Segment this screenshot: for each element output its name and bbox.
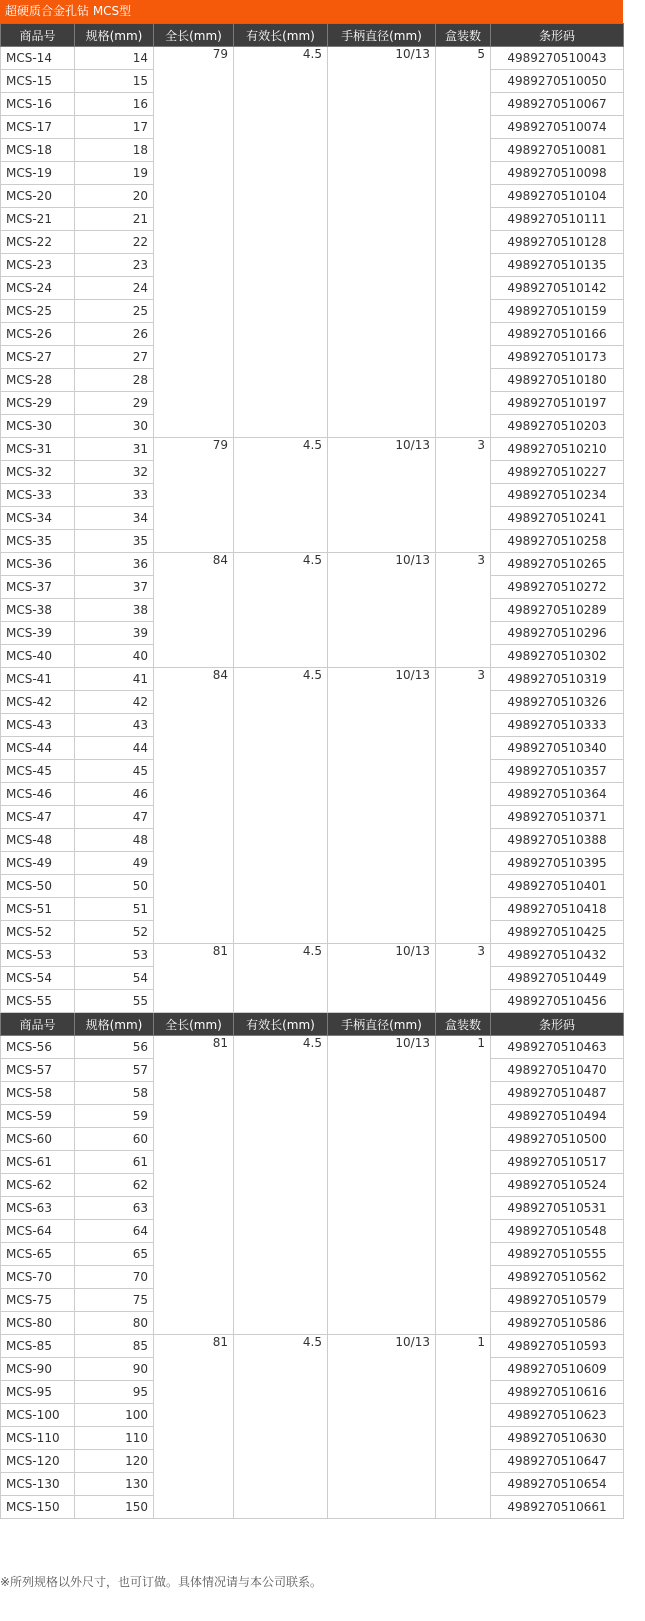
product-no-cell: MCS-46: [1, 783, 75, 806]
size-cell: 38: [75, 599, 154, 622]
overall-length-cell: 81: [154, 944, 234, 1013]
product-no-cell: MCS-25: [1, 300, 75, 323]
product-no-cell: MCS-24: [1, 277, 75, 300]
product-no-cell: MCS-75: [1, 1289, 75, 1312]
header-box-qty: 盒装数: [436, 24, 491, 47]
box-qty-cell: 1: [436, 1036, 491, 1335]
product-no-cell: MCS-38: [1, 599, 75, 622]
barcode-cell: 4989270510098: [491, 162, 624, 185]
size-cell: 100: [75, 1404, 154, 1427]
product-no-cell: MCS-30: [1, 415, 75, 438]
size-cell: 55: [75, 990, 154, 1013]
barcode-cell: 4989270510166: [491, 323, 624, 346]
product-no-cell: MCS-51: [1, 898, 75, 921]
size-cell: 18: [75, 139, 154, 162]
product-no-cell: MCS-35: [1, 530, 75, 553]
product-no-cell: MCS-95: [1, 1381, 75, 1404]
barcode-cell: 4989270510470: [491, 1059, 624, 1082]
barcode-cell: 4989270510043: [491, 47, 624, 70]
product-no-cell: MCS-45: [1, 760, 75, 783]
product-no-cell: MCS-58: [1, 1082, 75, 1105]
size-cell: 65: [75, 1243, 154, 1266]
product-no-cell: MCS-39: [1, 622, 75, 645]
size-cell: 30: [75, 415, 154, 438]
header-effective-length: 有效长(mm): [234, 1013, 328, 1036]
size-cell: 42: [75, 691, 154, 714]
product-no-cell: MCS-52: [1, 921, 75, 944]
barcode-cell: 4989270510289: [491, 599, 624, 622]
barcode-cell: 4989270510531: [491, 1197, 624, 1220]
product-no-cell: MCS-21: [1, 208, 75, 231]
size-cell: 45: [75, 760, 154, 783]
effective-length-cell: 4.5: [234, 668, 328, 944]
barcode-cell: 4989270510173: [491, 346, 624, 369]
barcode-cell: 4989270510401: [491, 875, 624, 898]
size-cell: 95: [75, 1381, 154, 1404]
size-cell: 130: [75, 1473, 154, 1496]
barcode-cell: 4989270510555: [491, 1243, 624, 1266]
barcode-cell: 4989270510050: [491, 70, 624, 93]
header-row: [1, 24, 624, 47]
product-no-cell: MCS-120: [1, 1450, 75, 1473]
size-cell: 61: [75, 1151, 154, 1174]
size-cell: 46: [75, 783, 154, 806]
product-no-cell: MCS-61: [1, 1151, 75, 1174]
overall-length-cell: 79: [154, 438, 234, 553]
table-row: [1, 1036, 624, 1059]
header-size: 规格(mm): [75, 1013, 154, 1036]
product-no-cell: MCS-31: [1, 438, 75, 461]
overall-length-cell: 81: [154, 1335, 234, 1519]
shank-diameter-cell: 10/13: [328, 438, 436, 553]
size-cell: 59: [75, 1105, 154, 1128]
size-cell: 15: [75, 70, 154, 93]
header-overall-length: 全长(mm): [154, 24, 234, 47]
size-cell: 53: [75, 944, 154, 967]
size-cell: 47: [75, 806, 154, 829]
size-cell: 110: [75, 1427, 154, 1450]
size-cell: 40: [75, 645, 154, 668]
size-cell: 36: [75, 553, 154, 576]
barcode-cell: 4989270510432: [491, 944, 624, 967]
overall-length-cell: 84: [154, 553, 234, 668]
product-no-cell: MCS-36: [1, 553, 75, 576]
size-cell: 120: [75, 1450, 154, 1473]
barcode-cell: 4989270510494: [491, 1105, 624, 1128]
size-cell: 20: [75, 185, 154, 208]
box-qty-cell: 3: [436, 553, 491, 668]
barcode-cell: 4989270510227: [491, 461, 624, 484]
barcode-cell: 4989270510418: [491, 898, 624, 921]
product-no-cell: MCS-29: [1, 392, 75, 415]
header-box-qty: 盒装数: [436, 1013, 491, 1036]
barcode-cell: 4989270510111: [491, 208, 624, 231]
size-cell: 29: [75, 392, 154, 415]
size-cell: 70: [75, 1266, 154, 1289]
size-cell: 16: [75, 93, 154, 116]
product-no-cell: MCS-42: [1, 691, 75, 714]
size-cell: 62: [75, 1174, 154, 1197]
barcode-cell: 4989270510395: [491, 852, 624, 875]
barcode-cell: 4989270510456: [491, 990, 624, 1013]
header-size: 规格(mm): [75, 24, 154, 47]
product-no-cell: MCS-41: [1, 668, 75, 691]
product-no-cell: MCS-55: [1, 990, 75, 1013]
product-no-cell: MCS-26: [1, 323, 75, 346]
barcode-cell: 4989270510067: [491, 93, 624, 116]
spec-table: [0, 23, 624, 1519]
table-row: [1, 944, 624, 967]
effective-length-cell: 4.5: [234, 438, 328, 553]
size-cell: 48: [75, 829, 154, 852]
size-cell: 57: [75, 1059, 154, 1082]
product-no-cell: MCS-32: [1, 461, 75, 484]
effective-length-cell: 4.5: [234, 47, 328, 438]
size-cell: 64: [75, 1220, 154, 1243]
barcode-cell: 4989270510333: [491, 714, 624, 737]
product-no-cell: MCS-47: [1, 806, 75, 829]
box-qty-cell: 3: [436, 438, 491, 553]
size-cell: 17: [75, 116, 154, 139]
shank-diameter-cell: 10/13: [328, 1036, 436, 1335]
header-product-no: 商品号: [1, 1013, 75, 1036]
barcode-cell: 4989270510234: [491, 484, 624, 507]
product-no-cell: MCS-22: [1, 231, 75, 254]
product-no-cell: MCS-80: [1, 1312, 75, 1335]
barcode-cell: 4989270510654: [491, 1473, 624, 1496]
barcode-cell: 4989270510128: [491, 231, 624, 254]
barcode-cell: 4989270510500: [491, 1128, 624, 1151]
table-title: 超硬质合金孔钻 MCS型: [0, 0, 623, 23]
header-shank-diameter: 手柄直径(mm): [328, 1013, 436, 1036]
barcode-cell: 4989270510463: [491, 1036, 624, 1059]
barcode-cell: 4989270510449: [491, 967, 624, 990]
size-cell: 31: [75, 438, 154, 461]
size-cell: 75: [75, 1289, 154, 1312]
product-no-cell: MCS-27: [1, 346, 75, 369]
size-cell: 37: [75, 576, 154, 599]
barcode-cell: 4989270510159: [491, 300, 624, 323]
barcode-cell: 4989270510340: [491, 737, 624, 760]
product-no-cell: MCS-59: [1, 1105, 75, 1128]
effective-length-cell: 4.5: [234, 553, 328, 668]
shank-diameter-cell: 10/13: [328, 47, 436, 438]
size-cell: 90: [75, 1358, 154, 1381]
table-row: [1, 553, 624, 576]
product-no-cell: MCS-43: [1, 714, 75, 737]
size-cell: 43: [75, 714, 154, 737]
barcode-cell: 4989270510586: [491, 1312, 624, 1335]
overall-length-cell: 81: [154, 1036, 234, 1335]
size-cell: 24: [75, 277, 154, 300]
overall-length-cell: 79: [154, 47, 234, 438]
barcode-cell: 4989270510302: [491, 645, 624, 668]
shank-diameter-cell: 10/13: [328, 944, 436, 1013]
product-no-cell: MCS-90: [1, 1358, 75, 1381]
table-row: [1, 47, 624, 70]
product-no-cell: MCS-19: [1, 162, 75, 185]
product-no-cell: MCS-85: [1, 1335, 75, 1358]
product-no-cell: MCS-65: [1, 1243, 75, 1266]
product-no-cell: MCS-70: [1, 1266, 75, 1289]
barcode-cell: 4989270510326: [491, 691, 624, 714]
box-qty-cell: 5: [436, 47, 491, 438]
barcode-cell: 4989270510487: [491, 1082, 624, 1105]
size-cell: 85: [75, 1335, 154, 1358]
size-cell: 14: [75, 47, 154, 70]
box-qty-cell: 3: [436, 668, 491, 944]
product-no-cell: MCS-15: [1, 70, 75, 93]
product-no-cell: MCS-150: [1, 1496, 75, 1519]
barcode-cell: 4989270510357: [491, 760, 624, 783]
product-no-cell: MCS-14: [1, 47, 75, 70]
product-no-cell: MCS-100: [1, 1404, 75, 1427]
size-cell: 27: [75, 346, 154, 369]
size-cell: 49: [75, 852, 154, 875]
barcode-cell: 4989270510388: [491, 829, 624, 852]
barcode-cell: 4989270510241: [491, 507, 624, 530]
header-barcode: 条形码: [491, 24, 624, 47]
barcode-cell: 4989270510425: [491, 921, 624, 944]
size-cell: 39: [75, 622, 154, 645]
footnote: ※所列规格以外尺寸，也可订做。具体情况请与本公司联系。: [0, 1575, 323, 1589]
product-no-cell: MCS-54: [1, 967, 75, 990]
size-cell: 44: [75, 737, 154, 760]
header-overall-length: 全长(mm): [154, 1013, 234, 1036]
barcode-cell: 4989270510623: [491, 1404, 624, 1427]
shank-diameter-cell: 10/13: [328, 1335, 436, 1519]
size-cell: 52: [75, 921, 154, 944]
spec-table-body: [1, 24, 624, 1519]
size-cell: 22: [75, 231, 154, 254]
product-no-cell: MCS-64: [1, 1220, 75, 1243]
header-product-no: 商品号: [1, 24, 75, 47]
product-no-cell: MCS-17: [1, 116, 75, 139]
product-no-cell: MCS-50: [1, 875, 75, 898]
size-cell: 19: [75, 162, 154, 185]
product-no-cell: MCS-63: [1, 1197, 75, 1220]
barcode-cell: 4989270510272: [491, 576, 624, 599]
product-no-cell: MCS-57: [1, 1059, 75, 1082]
product-no-cell: MCS-16: [1, 93, 75, 116]
product-no-cell: MCS-40: [1, 645, 75, 668]
barcode-cell: 4989270510661: [491, 1496, 624, 1519]
barcode-cell: 4989270510180: [491, 369, 624, 392]
product-no-cell: MCS-60: [1, 1128, 75, 1151]
product-no-cell: MCS-53: [1, 944, 75, 967]
table-row: [1, 668, 624, 691]
barcode-cell: 4989270510517: [491, 1151, 624, 1174]
shank-diameter-cell: 10/13: [328, 553, 436, 668]
product-no-cell: MCS-37: [1, 576, 75, 599]
size-cell: 63: [75, 1197, 154, 1220]
barcode-cell: 4989270510548: [491, 1220, 624, 1243]
barcode-cell: 4989270510265: [491, 553, 624, 576]
size-cell: 54: [75, 967, 154, 990]
barcode-cell: 4989270510593: [491, 1335, 624, 1358]
header-effective-length: 有效长(mm): [234, 24, 328, 47]
barcode-cell: 4989270510074: [491, 116, 624, 139]
barcode-cell: 4989270510081: [491, 139, 624, 162]
barcode-cell: 4989270510630: [491, 1427, 624, 1450]
product-no-cell: MCS-33: [1, 484, 75, 507]
size-cell: 58: [75, 1082, 154, 1105]
product-no-cell: MCS-44: [1, 737, 75, 760]
barcode-cell: 4989270510616: [491, 1381, 624, 1404]
product-no-cell: MCS-49: [1, 852, 75, 875]
shank-diameter-cell: 10/13: [328, 668, 436, 944]
barcode-cell: 4989270510142: [491, 277, 624, 300]
barcode-cell: 4989270510296: [491, 622, 624, 645]
table-row: [1, 438, 624, 461]
effective-length-cell: 4.5: [234, 1335, 328, 1519]
barcode-cell: 4989270510203: [491, 415, 624, 438]
size-cell: 35: [75, 530, 154, 553]
size-cell: 80: [75, 1312, 154, 1335]
barcode-cell: 4989270510609: [491, 1358, 624, 1381]
size-cell: 28: [75, 369, 154, 392]
barcode-cell: 4989270510647: [491, 1450, 624, 1473]
product-no-cell: MCS-18: [1, 139, 75, 162]
barcode-cell: 4989270510524: [491, 1174, 624, 1197]
product-no-cell: MCS-56: [1, 1036, 75, 1059]
barcode-cell: 4989270510364: [491, 783, 624, 806]
overall-length-cell: 84: [154, 668, 234, 944]
table-row: [1, 1335, 624, 1358]
size-cell: 60: [75, 1128, 154, 1151]
product-no-cell: MCS-62: [1, 1174, 75, 1197]
product-no-cell: MCS-110: [1, 1427, 75, 1450]
barcode-cell: 4989270510135: [491, 254, 624, 277]
box-qty-cell: 1: [436, 1335, 491, 1519]
size-cell: 34: [75, 507, 154, 530]
barcode-cell: 4989270510579: [491, 1289, 624, 1312]
size-cell: 32: [75, 461, 154, 484]
size-cell: 26: [75, 323, 154, 346]
product-no-cell: MCS-28: [1, 369, 75, 392]
barcode-cell: 4989270510319: [491, 668, 624, 691]
barcode-cell: 4989270510371: [491, 806, 624, 829]
size-cell: 51: [75, 898, 154, 921]
barcode-cell: 4989270510562: [491, 1266, 624, 1289]
size-cell: 23: [75, 254, 154, 277]
size-cell: 21: [75, 208, 154, 231]
size-cell: 50: [75, 875, 154, 898]
product-no-cell: MCS-130: [1, 1473, 75, 1496]
product-no-cell: MCS-48: [1, 829, 75, 852]
product-no-cell: MCS-23: [1, 254, 75, 277]
barcode-cell: 4989270510258: [491, 530, 624, 553]
header-barcode: 条形码: [491, 1013, 624, 1036]
size-cell: 150: [75, 1496, 154, 1519]
size-cell: 33: [75, 484, 154, 507]
product-no-cell: MCS-20: [1, 185, 75, 208]
size-cell: 41: [75, 668, 154, 691]
product-no-cell: MCS-34: [1, 507, 75, 530]
effective-length-cell: 4.5: [234, 944, 328, 1013]
size-cell: 25: [75, 300, 154, 323]
box-qty-cell: 3: [436, 944, 491, 1013]
effective-length-cell: 4.5: [234, 1036, 328, 1335]
header-row: [1, 1013, 624, 1036]
barcode-cell: 4989270510210: [491, 438, 624, 461]
header-shank-diameter: 手柄直径(mm): [328, 24, 436, 47]
barcode-cell: 4989270510197: [491, 392, 624, 415]
barcode-cell: 4989270510104: [491, 185, 624, 208]
size-cell: 56: [75, 1036, 154, 1059]
